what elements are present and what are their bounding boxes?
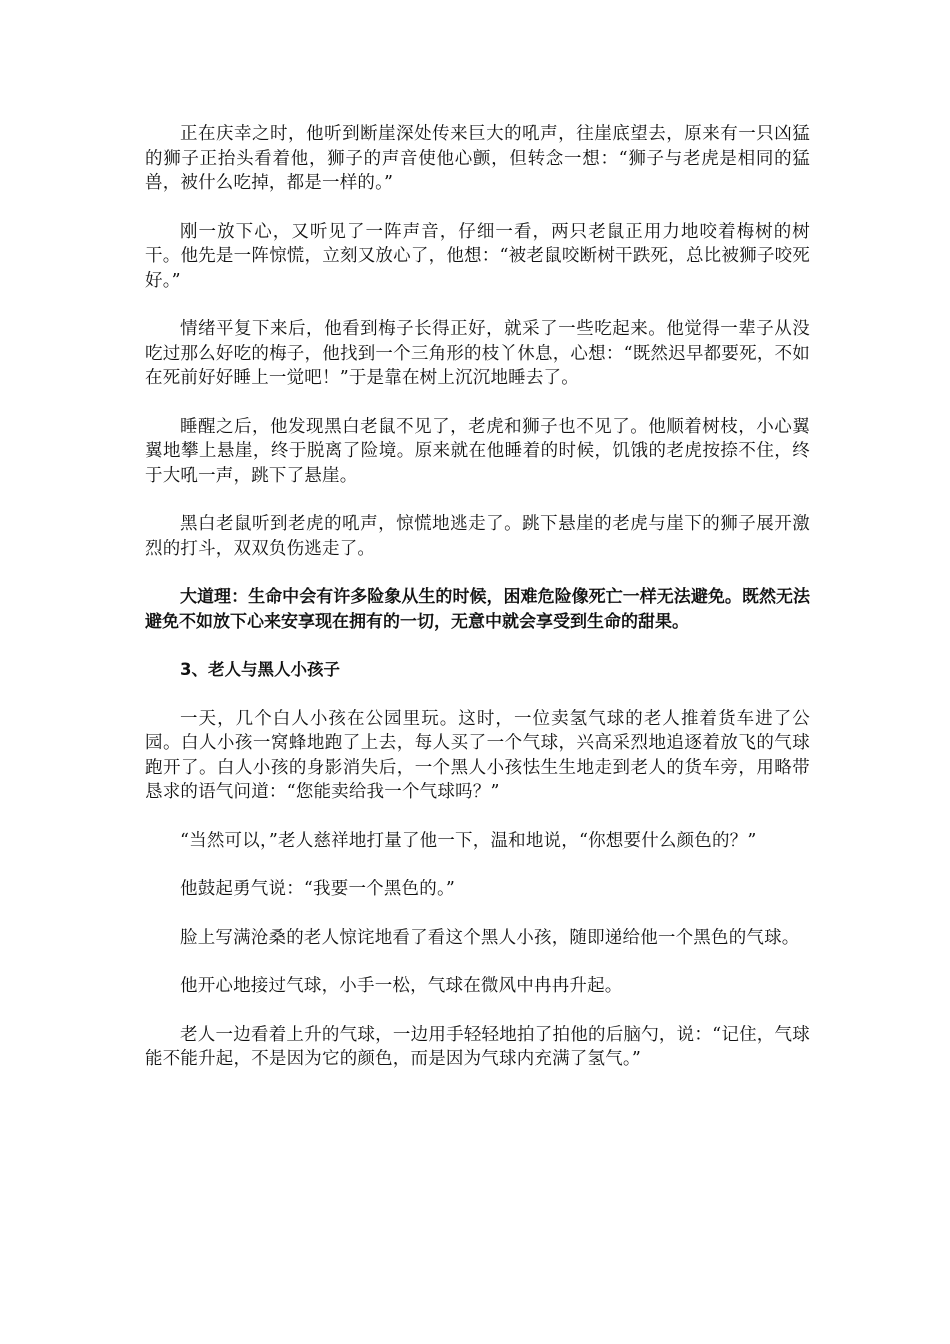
paragraph-lesson: 老人一边看着上升的气球，一边用手轻轻地拍了拍他的后脑勺，说：“记住，气球能不能升起，不是因为它的颜色，而是因为气球内充满了氢气。”	[145, 1024, 810, 1069]
paragraph-balloon-rises: 他开心地接过气球，小手一松，气球在微风中冉冉升起。	[180, 976, 623, 996]
paragraph-fight: 黑白老鼠听到老虎的吼声，惊慌地逃走了。跳下悬崖的老虎与崖下的狮子展开激烈的打斗，双双负伤逃走了。	[145, 514, 810, 559]
paragraph-gives-balloon: 脸上写满沧桑的老人惊诧地看了看这个黑人小孩，随即递给他一个黑色的气球。	[180, 927, 800, 948]
document-body	[145, 122, 810, 1096]
paragraph-relief: 正在庆幸之时，他听到断崖深处传来巨大的吼声，往崖底望去，原来有一只凶猛的狮子正抬头看着他，狮子的声音使他心颤，但转念一想：“狮子与老虎是相同的猛兽，被什么吃掉，都是一样的。”	[145, 124, 810, 193]
paragraph-plums: 情绪平复下来后，他看到梅子长得正好，就采了一些吃起来。他觉得一辈子从没吃过那么好吃的梅子，他找到一个三角形的枝丫休息，心想：“既然迟早都要死，不如在死前好好睡上一觉吧！”于是靠在树上沉沉地睡去了。	[145, 319, 810, 388]
paragraph-park: 一天，几个白人小孩在公园里玩。这时，一位卖氢气球的老人推着货车进了公园。白人小孩一窝蜂地跑了上去，每人买了一个气球，兴高采烈地追逐着放飞的气球跑开了。白人小孩的身影消失后，一个黑人小孩怯生生地走到老人的货车旁，用略带恳求的语气问道：“您能卖给我一个气球吗？”	[145, 708, 810, 802]
moral-text: 大道理：生命中会有许多险象从生的时候，困难危险像死亡一样无法避免。既然无法避免不如放下心来安享现在拥有的一切，无意中就会享受到生命的甜果。	[145, 587, 810, 632]
paragraph-wake-up: 睡醒之后，他发现黑白老鼠不见了，老虎和狮子也不见了。他顺着树枝，小心翼翼地攀上悬崖，终于脱离了险境。原来就在他睡着的时候，饥饿的老虎按捺不住，终于大吼一声，跳下了悬崖。	[145, 416, 810, 486]
paragraph-old-man-reply: “当然可以，”老人慈祥地打量了他一下，温和地说，“你想要什么颜色的？”	[180, 830, 757, 851]
section-title: 3、老人与黑人小孩子	[180, 660, 340, 679]
paragraph-mice: 刚一放下心，又听见了一阵声音，仔细一看，两只老鼠正用力地咬着梅树的树干。他先是一阵惊慌，立刻又放心了，他想：“被老鼠咬断树干跌死，总比被狮子咬死好。”	[145, 221, 810, 291]
paragraph-black-balloon-request: 他鼓起勇气说：“我要一个黑色的。”	[180, 879, 456, 899]
